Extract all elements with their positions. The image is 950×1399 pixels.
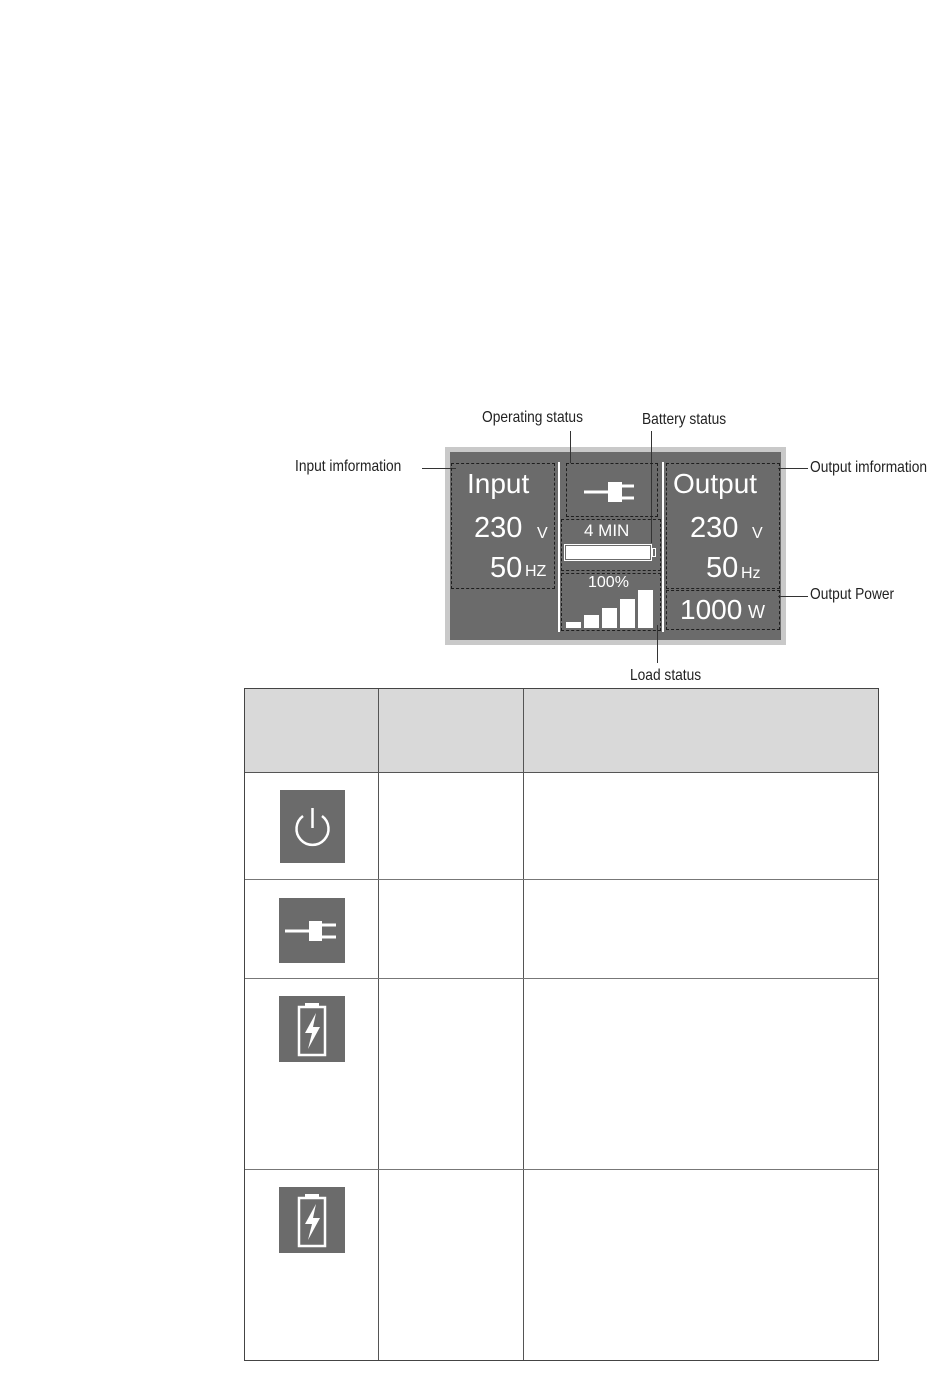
plug-icon [279,898,345,963]
output-power-value: 1000 [680,594,743,625]
row-divider-3 [245,1169,878,1170]
callout-input-information: Input imformation [295,458,402,475]
battery-runtime: 4 MIN [584,521,630,540]
battery-charging-icon [279,1187,345,1253]
header-divider [245,772,878,773]
load-bar [620,599,635,628]
callout-load-status: Load status [630,667,702,684]
load-percent: 100% [588,574,629,591]
input-voltage-unit: V [537,525,548,542]
output-voltage-unit: V [752,525,763,542]
battery-gauge [564,544,652,561]
input-title: Input [467,468,530,499]
callout-output-information: Output imformation [810,459,928,476]
row-divider-1 [245,879,878,880]
lcd-separator-left [558,462,560,632]
load-bar [638,590,653,628]
input-voltage-value: 230 [474,512,523,544]
battery-terminal [652,548,656,557]
column-divider-1 [378,689,379,1360]
output-frequency-unit: Hz [741,565,761,582]
status-icon-table [244,688,879,1361]
output-frequency-value: 50 [706,552,739,584]
leader-output-power [778,596,808,597]
output-power-unit: W [748,602,765,622]
battery-charging-icon [279,996,345,1062]
battery-fill [566,546,650,559]
load-bar [602,608,617,628]
leader-operating-status [570,431,571,463]
load-bar [584,615,599,628]
input-frequency-unit: HZ [525,563,547,580]
table-header-row [245,689,878,772]
load-bar [566,622,581,628]
callout-operating-status: Operating status [482,409,583,426]
lcd-separator-right [662,462,664,632]
output-title: Output [673,468,758,499]
column-divider-2 [523,689,524,1360]
callout-battery-status: Battery status [642,411,727,428]
input-frequency-value: 50 [490,552,523,584]
output-voltage-value: 230 [690,512,739,544]
plug-icon [582,478,638,506]
callout-output-power: Output Power [810,586,895,603]
power-icon [280,790,345,863]
row-divider-2 [245,978,878,979]
leader-output-information [778,468,808,469]
